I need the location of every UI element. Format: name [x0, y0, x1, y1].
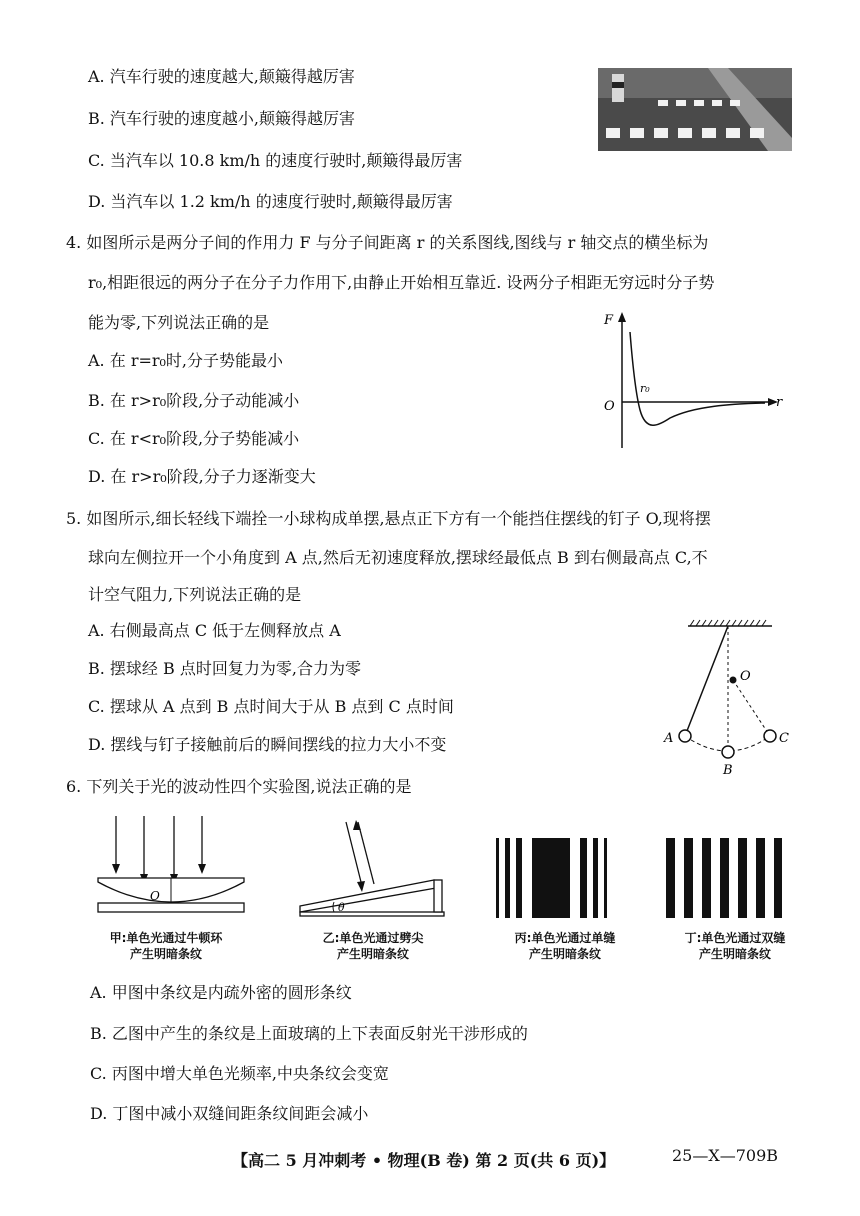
q5-option-b: B. 摆球经 B 点时回复力为零,合力为零 [88, 659, 361, 678]
caption-single-slit [470, 930, 660, 962]
q5-option-c: C. 摆球从 A 点到 B 点时间大于从 B 点到 C 点时间 [88, 697, 454, 716]
q5-stem-line-3: 计空气阻力,下列说法正确的是 [88, 585, 302, 604]
caption-double-slit [640, 930, 830, 962]
caption-newton-rings [66, 930, 266, 962]
graph-y-label: F [604, 313, 614, 328]
pendulum-label-b: B [723, 763, 733, 778]
q4-option-c: C. 在 r<r₀阶段,分子势能减小 [88, 429, 300, 448]
caption-single-slit-line-2: 产生明暗条纹 [528, 947, 601, 961]
q6-option-c: C. 丙图中增大单色光频率,中央条纹会变宽 [90, 1064, 389, 1083]
caption-single-slit-line-1: 丙:单色光通过单缝 [514, 931, 616, 945]
graph-origin-label: O [604, 399, 615, 414]
pendulum-label-a: A [664, 731, 674, 746]
q5-stem-line-1: 5. 如图所示,细长轻线下端拴一小球构成单摆,悬点正下方有一个能挡住摆线的钉子 O,现将摆 [66, 509, 711, 528]
speed-bump-photo [598, 68, 792, 151]
q6-option-a: A. 甲图中条纹是内疏外密的圆形条纹 [90, 983, 352, 1002]
wedge-label-theta: θ [338, 901, 345, 914]
q3-option-a: A. 汽车行驶的速度越大,颠簸得越厉害 [88, 67, 355, 86]
double-slit-pattern [664, 838, 784, 918]
graph-x-label: r [776, 395, 783, 410]
q6-option-d: D. 丁图中减小双缝间距条纹间距会减小 [90, 1104, 369, 1123]
caption-double-slit-line-1: 丁:单色光通过双缝 [684, 931, 786, 945]
q5-stem-line-2: 球向左侧拉开一个小角度到 A 点,然后无初速度释放,摆球经最低点 B 到右侧最高点 C,不 [88, 548, 708, 567]
graph-r0-label: r₀ [640, 382, 650, 395]
caption-newton-rings-line-1: 甲:单色光通过牛顿环 [109, 931, 223, 945]
pendulum-label-c: C [779, 731, 789, 746]
q4-stem-line-1: 4. 如图所示是两分子间的作用力 F 与分子间距离 r 的关系图线,图线与 r 轴交点的横坐标为 [66, 233, 709, 252]
caption-wedge [278, 930, 468, 962]
caption-wedge-line-1: 乙:单色光通过劈尖 [322, 931, 424, 945]
q4-option-a: A. 在 r=r₀时,分子势能最小 [88, 351, 284, 370]
caption-newton-rings-line-2: 产生明暗条纹 [129, 947, 202, 961]
wedge-figure [298, 818, 448, 918]
single-slit-pattern [494, 838, 616, 918]
q6-option-b: B. 乙图中产生的条纹是上面玻璃的上下表面反射光干涉形成的 [90, 1024, 528, 1043]
q4-stem-line-3: 能为零,下列说法正确的是 [88, 313, 270, 332]
force-distance-graph [600, 310, 790, 450]
paper-code: 25—X—709B [672, 1146, 779, 1165]
q5-option-d: D. 摆线与钉子接触前后的瞬间摆线的拉力大小不变 [88, 735, 447, 754]
page-footer-title: 【高二 5 月冲刺考 • 物理(B 卷) 第 2 页(共 6 页)】 [232, 1151, 616, 1170]
q4-option-d: D. 在 r>r₀阶段,分子力逐渐变大 [88, 467, 316, 486]
pendulum-figure [660, 616, 800, 778]
newton-rings-label-o: O [150, 889, 160, 903]
q3-option-c: C. 当汽车以 10.8 km/h 的速度行驶时,颠簸得最厉害 [88, 151, 463, 170]
newton-rings-figure [96, 812, 248, 918]
q5-option-a: A. 右侧最高点 C 低于左侧释放点 A [88, 621, 341, 640]
q3-option-b: B. 汽车行驶的速度越小,颠簸得越厉害 [88, 109, 356, 128]
q3-option-d: D. 当汽车以 1.2 km/h 的速度行驶时,颠簸得最厉害 [88, 192, 453, 211]
caption-wedge-line-2: 产生明暗条纹 [336, 947, 409, 961]
q6-stem: 6. 下列关于光的波动性四个实验图,说法正确的是 [66, 777, 412, 796]
caption-double-slit-line-2: 产生明暗条纹 [698, 947, 771, 961]
q4-stem-line-2: r₀,相距很远的两分子在分子力作用下,由静止开始相互靠近. 设两分子相距无穷远时分子势 [88, 273, 715, 292]
q4-option-b: B. 在 r>r₀阶段,分子动能减小 [88, 391, 300, 410]
pendulum-label-o: O [740, 669, 751, 684]
